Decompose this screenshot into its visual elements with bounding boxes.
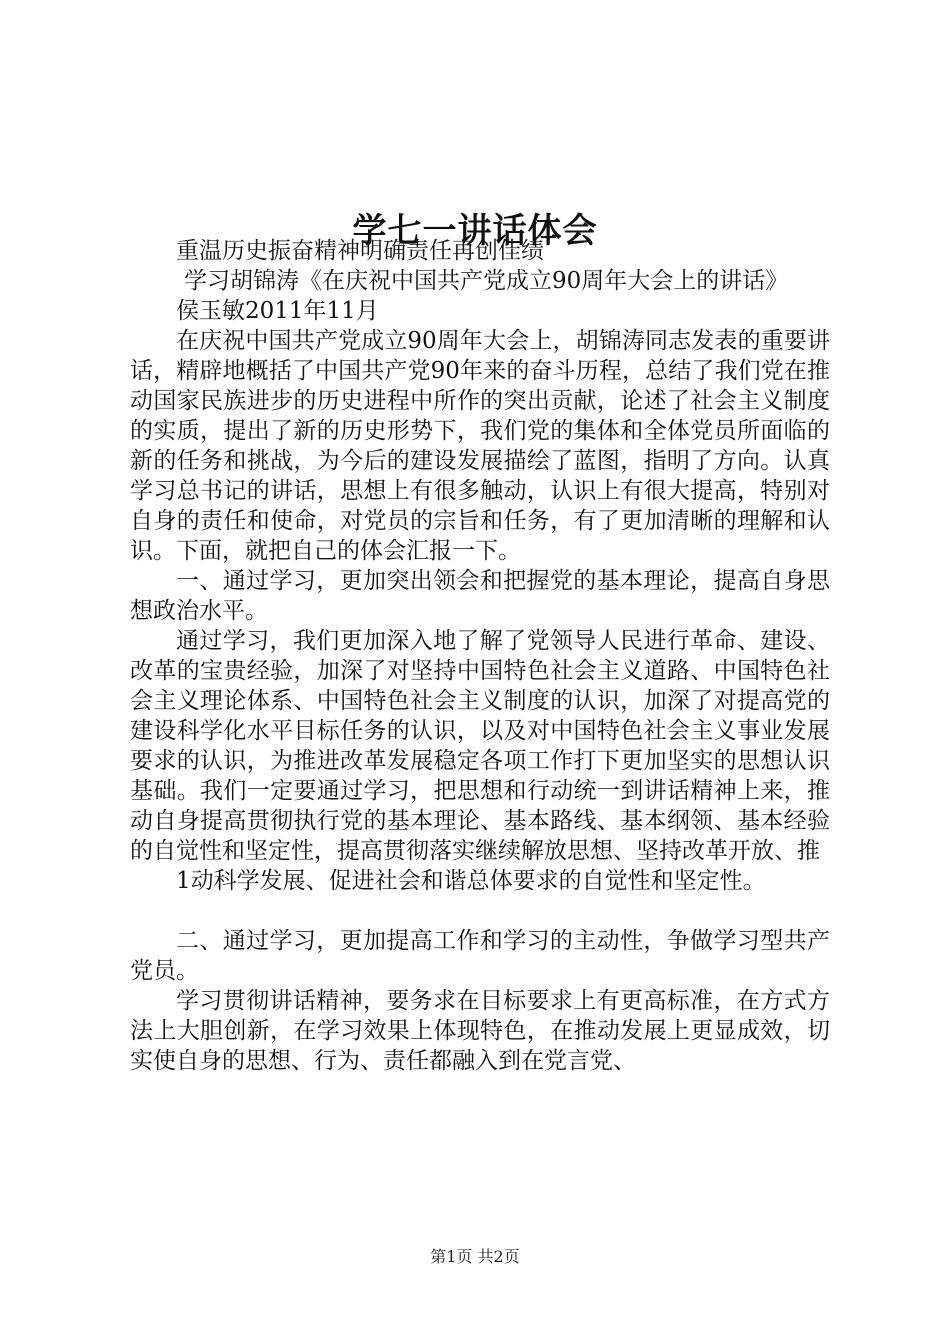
author-date-line: 侯玉敏2011年11月: [176, 298, 379, 324]
section-one-paragraph: 通过学习，我们更加深入地了解了党领导人民进行革命、建设、改革的宝贵经验，加深了对坚持中国特色社会主义道路、中国特色社会主义理论体系、中国特色社会主义制度的认识，加深了对提高党的建设科学化水平目标任务的认识，以及对中国特色社会主义事业发展要求的认识，为推进改革发展稳定各项工作打下更加坚实的思想认识基础。我们一定要通过学习，把思想和行动统一到讲话精神上来，推动自身提高贯彻执行党的基本理论、基本路线、基本纲领、基本经验的自觉性和坚定性，提高贯彻落实继续解放思想、坚持改革开放、推: [130, 628, 830, 864]
intro-paragraph: 在庆祝中国共产党成立90周年大会上，胡锦涛同志发表的重要讲话，精辟地概括了中国共产党90年来的奋斗历程，总结了我们党在推动国家民族进步的历史进程中所作的突出贡献，论述了社会主义制度的实质，提出了新的历史形势下，我们党的集体和全体党员所面临的新的任务和挑战，为今后的建设发展描绘了蓝图，指明了方向。认真学习总书记的讲话，思想上有很多触动，认识上有很大提高，特别对自身的责任和使命，对党员的宗旨和任务，有了更加清晰的理解和认识。下面，就把自己的体会汇报一下。: [130, 328, 830, 564]
document-body: [130, 236, 830, 1076]
section-heading-two: 二、通过学习，更加提高工作和学习的主动性，争做学习型共产党员。: [130, 928, 830, 984]
section-two-paragraph: 学习贯彻讲话精神，要务求在目标要求上有更高标准，在方式方法上大胆创新，在学习效果上体现特色，在推动发展上更显成效，切实使自身的思想、行为、责任都融入到在党言党、: [130, 988, 830, 1074]
blank-line: [130, 896, 830, 926]
page-number-footer: 第1页 共2页: [430, 1247, 520, 1266]
subtitle-line: 重温历史振奋精神明确责任再创佳绩: [176, 238, 544, 264]
section-heading-one: 一、通过学习，更加突出领会和把握党的基本理论，提高自身思想政治水平。: [130, 568, 830, 624]
page-break-continuation: 1动科学发展、促进社会和谐总体要求的自觉性和坚定性。: [176, 868, 766, 894]
study-subject-line: 学习胡锦涛《在庆祝中国共产党成立90周年大会上的讲话》: [184, 268, 789, 294]
document-title: 学七一讲话体会: [352, 210, 598, 251]
